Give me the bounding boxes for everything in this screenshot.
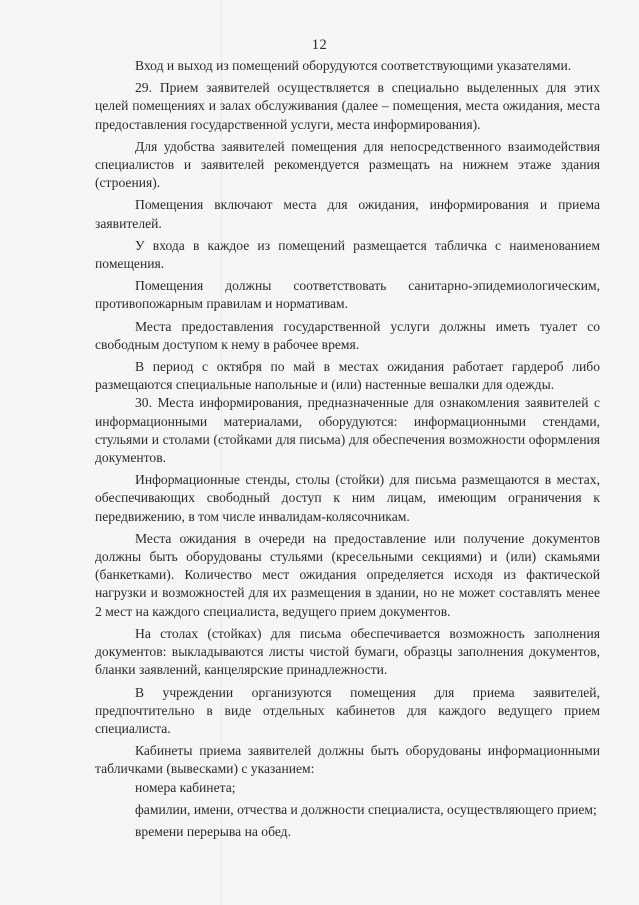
page-number: 12 (311, 37, 328, 53)
document-body (95, 57, 600, 841)
paragraph-toilet: Места предоставления государственной услуги должны иметь туалет со свободным доступом к нему в рабочее время. (95, 318, 600, 352)
paragraph-entrance-signs: Вход и выход из помещений оборудуются соответствующими указателями. (135, 58, 572, 73)
paragraph-30-information-places: 30. Места информирования, предназначенные для ознакомления заявителей с информационными материалами, оборудуются: информационными стендами, стульями и столами (стойками для письма) для обеспечения возможности оформления документов. (95, 395, 600, 466)
paragraph-wardrobe: В период с октября по май в местах ожидания работает гардероб либо размещаются специальные напольные и (или) настенные вешалки для одежды. (95, 359, 600, 393)
paragraph-29-reception: 29. Прием заявителей осуществляется в специально выделенных для этих целей помещениях и залах обслуживания (далее – помещения, места ожидания, места предоставления государственной услуги, места информирования). (95, 80, 600, 132)
list-item-cabinet-number: номера кабинета; (135, 779, 236, 795)
paragraph-reception-rooms: В учреждении организуются помещения для приема заявителей, предпочтительно в виде отдельных кабинетов для каждого ведущего прием специалиста. (95, 684, 600, 736)
paragraph-waiting-places: Места ожидания в очереди на предоставление или получение документов должны быть оборудованы стульями (кресельными секциями) и (или) скамьями (банкетками). Количество мест ожидания определяется исходя из фактической нагрузки и возможностей для их размещения в здании, но не может составлять менее 2 мест на каждого специалиста, ведущего прием документов. (95, 530, 600, 619)
paragraph-sanitary-rules: Помещения должны соответствовать санитарно-эпидемиологическим, противопожарным правилам и нормативам. (95, 278, 600, 312)
paragraph-entrance-plate: У входа в каждое из помещений размещается табличка с наименованием помещения. (95, 237, 600, 272)
list-item-specialist-name: фамилии, имени, отчества и должности специалиста, осуществляющего прием; (135, 801, 597, 817)
paragraph-information-stands: Информационные стенды, столы (стойки) для письма размещаются в местах, обеспечивающих свободный доступ к ним лицам, имеющим ограничения к передвижению, в том числе инвалидам-колясочникам. (95, 472, 600, 524)
paragraph-premises-include: Помещения включают места для ожидания, информирования и приема заявителей. (95, 197, 600, 231)
paragraph-cabinet-plates: Кабинеты приема заявителей должны быть оборудованы информационными табличками (вывесками) с указанием: (95, 743, 600, 777)
paragraph-writing-tables: На столах (стойках) для письма обеспечивается возможность заполнения документов: выкладываются листы чистой бумаги, образцы заполнения документов, бланки заявлений, канцелярские принадлежности. (95, 625, 600, 678)
list-item-lunch-break: времени перерыва на обед. (135, 823, 291, 839)
paragraph-ground-floor: Для удобства заявителей помещения для непосредственного взаимодействия специалистов и заявителей рекомендуется размещать на нижнем этаже здания (строения). (95, 138, 600, 191)
